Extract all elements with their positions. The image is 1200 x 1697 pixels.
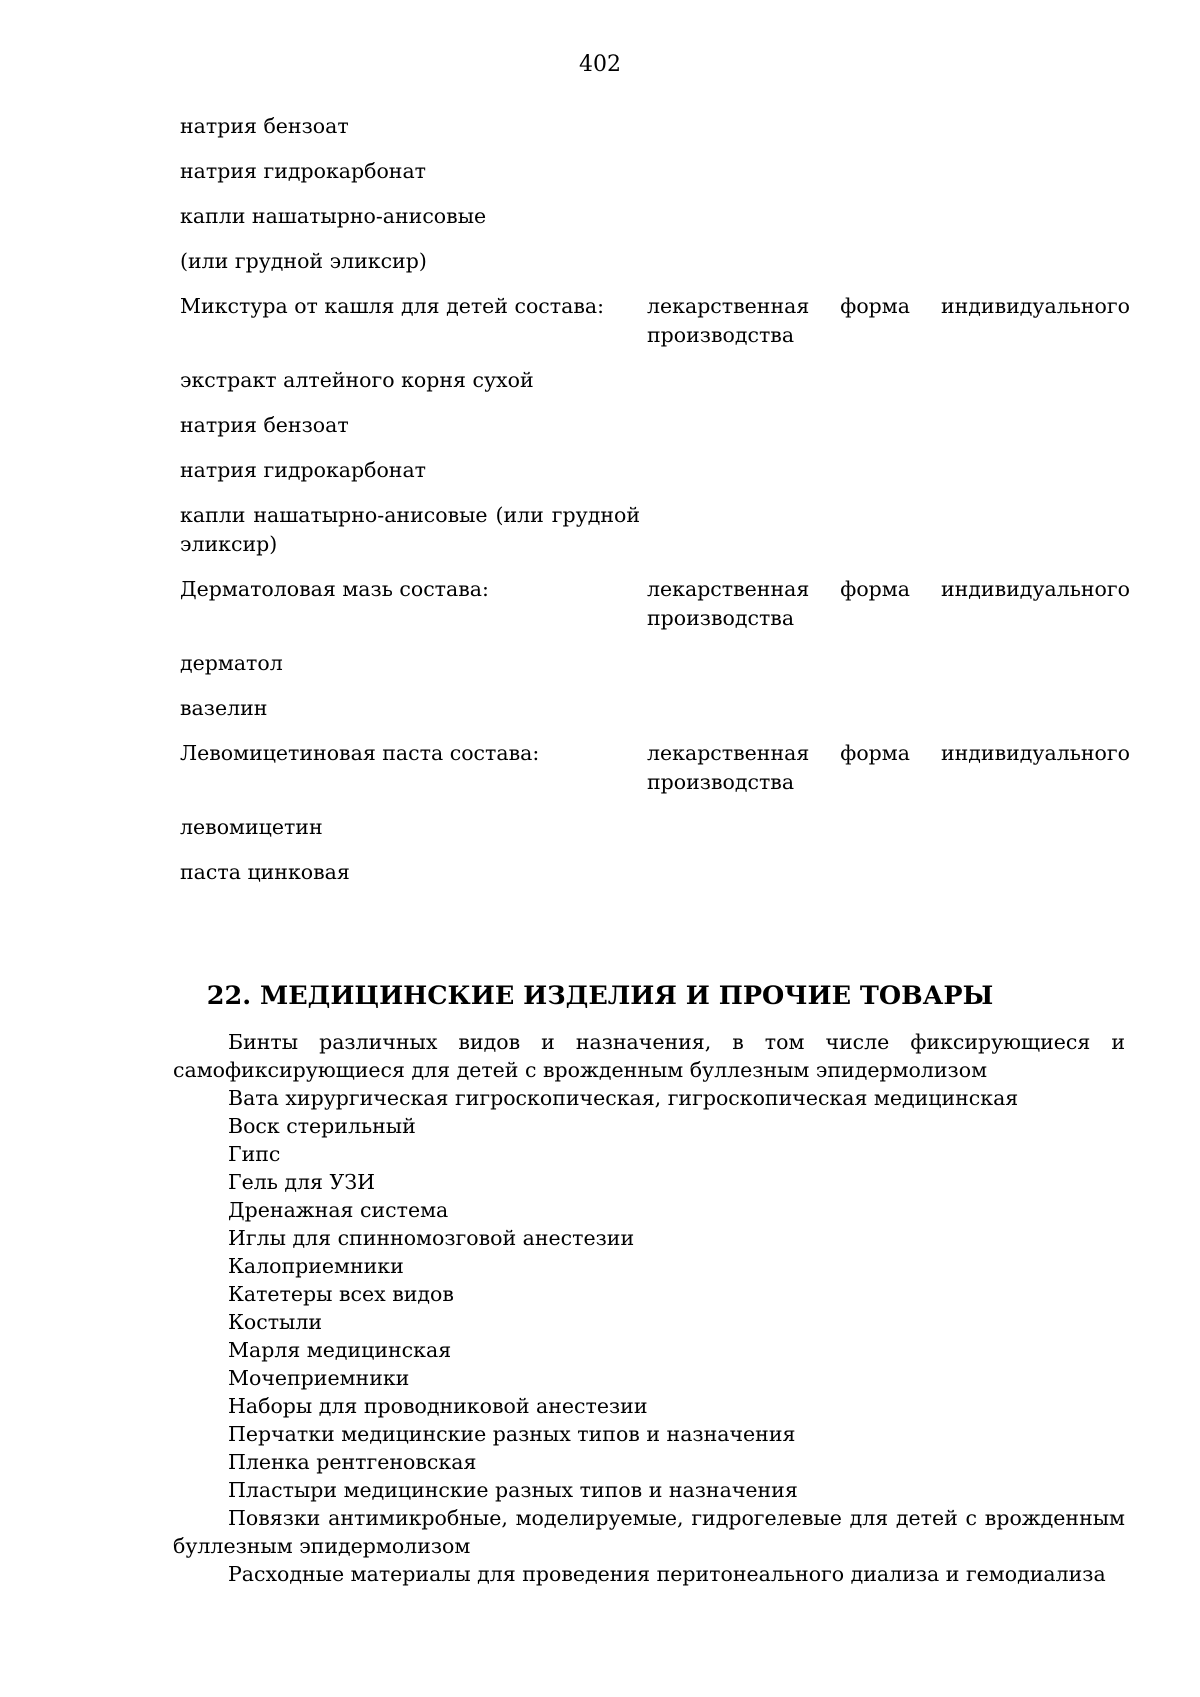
ingredient-name: паста цинковая (180, 860, 350, 884)
table-row (180, 112, 1130, 141)
form-word: индивидуального (940, 741, 1130, 765)
list-item: Повязки антимикробные, моделируемые, гидрогелевые для детей с врожденным буллезным эпидермолизом (173, 1506, 1125, 1558)
form-word: форма (840, 741, 910, 765)
list-item: Калоприемники (228, 1254, 404, 1278)
ingredient-name: вазелин (180, 696, 268, 720)
table-row (180, 813, 1130, 842)
table-row (180, 575, 1130, 633)
table-row (180, 157, 1130, 186)
list-item: Бинты различных видов и назначения, в том числе фиксирующиеся и самофиксирующиеся для детей с врожденным буллезным эпидермолизом (173, 1030, 1125, 1082)
table-row (180, 247, 1130, 276)
dosage-form (647, 739, 1130, 797)
page-number: 402 (579, 52, 621, 77)
table-row (180, 411, 1130, 440)
preparation-name: Дерматоловая мазь состава: (180, 577, 489, 601)
table-row (180, 292, 1130, 350)
ingredient-name: натрия гидрокарбонат (180, 458, 427, 482)
table-row (180, 202, 1130, 231)
form-word: производства (647, 606, 795, 630)
list-item: Перчатки медицинские разных типов и назначения (228, 1422, 796, 1446)
table-row (180, 501, 1130, 559)
list-item: Вата хирургическая гигроскопическая, гигроскопическая медицинская (228, 1086, 1019, 1110)
form-word: лекарственная (647, 577, 810, 601)
table-row (180, 694, 1130, 723)
table-row (180, 366, 1130, 395)
form-word: лекарственная (647, 294, 810, 318)
ingredient-name: натрия бензоат (180, 413, 349, 437)
list-item: Воск стерильный (228, 1114, 416, 1138)
form-word: индивидуального (940, 577, 1130, 601)
ingredient-name: капли нашатырно-анисовые (180, 204, 487, 228)
form-word: индивидуального (940, 294, 1130, 318)
form-word: лекарственная (647, 741, 810, 765)
ingredient-name: левомицетин (180, 815, 323, 839)
table-row (180, 739, 1130, 797)
composition-table (180, 112, 1130, 903)
list-item: Пластыри медицинские разных типов и назначения (228, 1478, 798, 1502)
medical-items-list (173, 1028, 1125, 1588)
ingredient-name: натрия бензоат (180, 114, 349, 138)
list-item: Расходные материалы для проведения перитонеального диализа и гемодиализа (228, 1562, 1106, 1586)
ingredient-name: (или грудной эликсир) (180, 249, 427, 273)
form-word: производства (647, 323, 795, 347)
table-row (180, 456, 1130, 485)
list-item: Гель для УЗИ (228, 1170, 375, 1194)
form-word: производства (647, 770, 795, 794)
list-item: Гипс (228, 1142, 281, 1166)
dosage-form (647, 575, 1130, 633)
list-item: Наборы для проводниковой анестезии (228, 1394, 648, 1418)
ingredient-name: натрия гидрокарбонат (180, 159, 427, 183)
list-item: Катетеры всех видов (228, 1282, 454, 1306)
ingredient-name: экстракт алтейного корня сухой (180, 368, 534, 392)
preparation-name: Левомицетиновая паста состава: (180, 741, 540, 765)
table-row (180, 858, 1130, 887)
table-row (180, 649, 1130, 678)
ingredient-name: дерматол (180, 651, 283, 675)
form-word: форма (840, 294, 910, 318)
preparation-name: Микстура от кашля для детей состава: (180, 294, 605, 318)
section-heading: 22. МЕДИЦИНСКИЕ ИЗДЕЛИЯ И ПРОЧИЕ ТОВАРЫ (206, 981, 994, 1011)
list-item: Пленка рентгеновская (228, 1450, 477, 1474)
list-item: Иглы для спинномозговой анестезии (228, 1226, 635, 1250)
dosage-form (647, 292, 1130, 350)
list-item: Дренажная система (228, 1198, 449, 1222)
ingredient-name: капли нашатырно-анисовые (или грудной эликсир) (180, 503, 640, 556)
list-item: Мочеприемники (228, 1366, 410, 1390)
list-item: Марля медицинская (228, 1338, 452, 1362)
list-item: Костыли (228, 1310, 323, 1334)
form-word: форма (840, 577, 910, 601)
